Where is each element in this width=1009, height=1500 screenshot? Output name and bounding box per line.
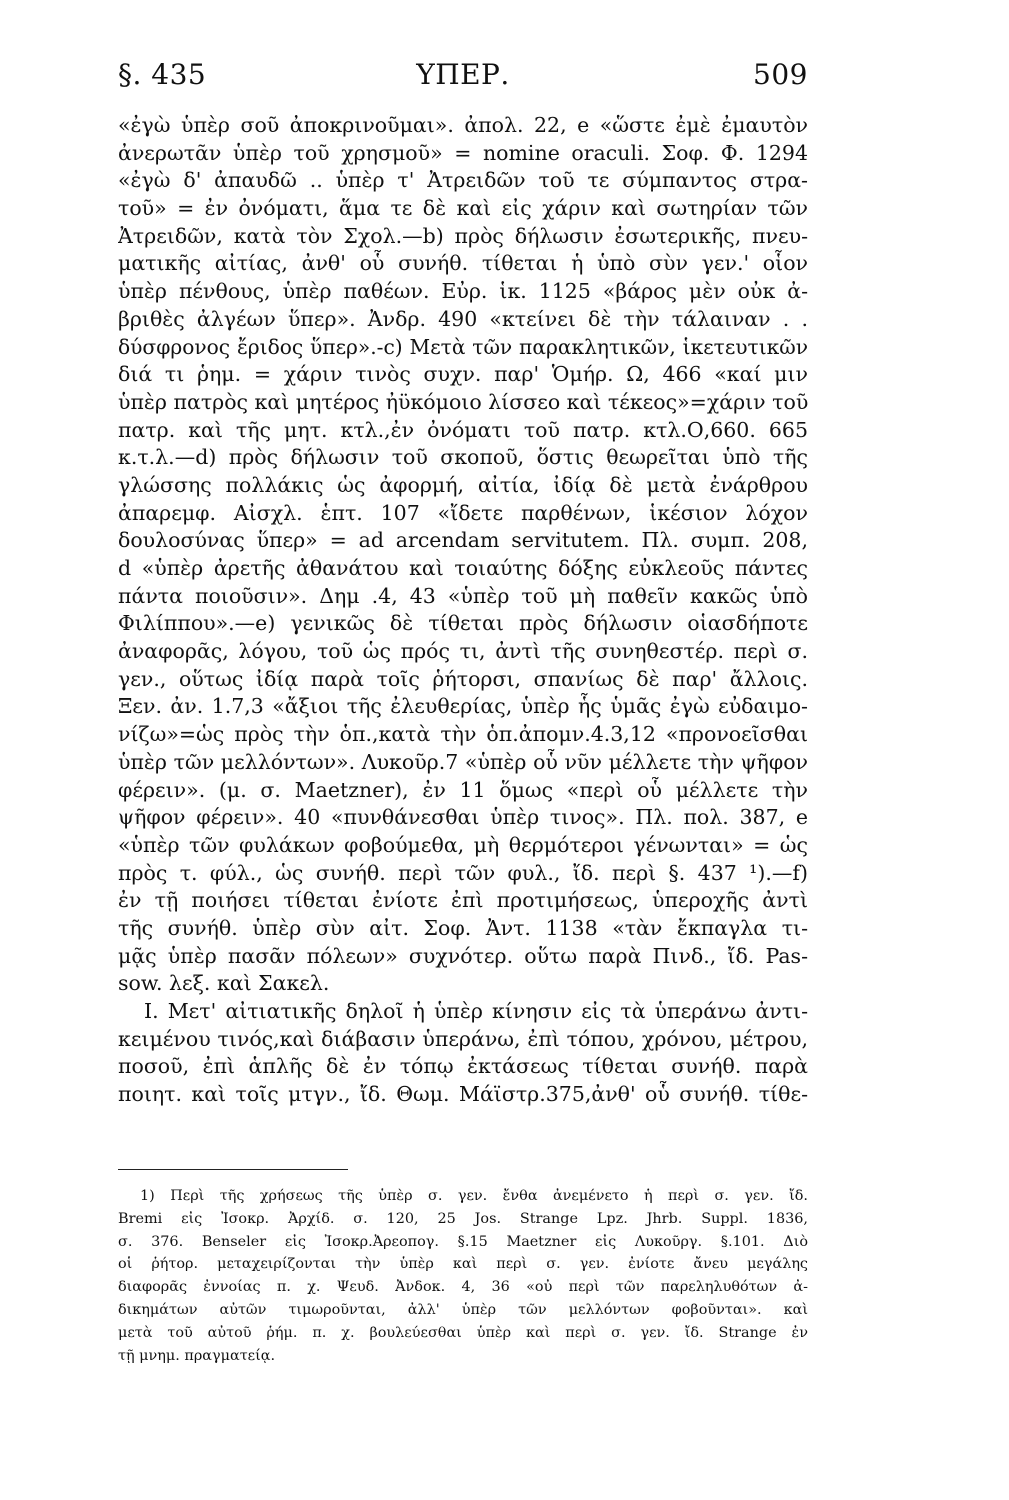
text-line: d «ὑπὲρ ἀρετῆς ἀθανάτου καὶ τοιαύτης δόξης εὐκλεοῦς πάντες [118, 556, 808, 580]
page-header [118, 58, 808, 98]
text-line: κειμένου τινός,καὶ διάβασιν ὑπεράνω, ἐπὶ τόπου, χρόνου, μέτρου, [118, 1026, 808, 1051]
text-line: γεν., οὕτως ἰδίᾳ παρὰ τοῖς ῥήτορσι, σπανίως δὲ παρ' ἄλλοις. [118, 666, 808, 691]
footnote-line: 1) Περὶ τῆς χρήσεως τῆς ὑπὲρ σ. γεν. ἔνθα ἀνεμένετο ἡ περὶ σ. γεν. ἴδ. [140, 1188, 808, 1204]
text-line: «ἐγὼ δ' ἀπαυδῶ .. ὑπὲρ τ' Ἀτρειδῶν τοῦ τε σύμπαντος στρα- [118, 168, 808, 193]
footnotes [118, 1185, 808, 1367]
footnote-line: δικημάτων αὐτῶν τιμωροῦνται, ἀλλ' ὑπὲρ τῶν μελλόντων φοβοῦνται». καὶ [118, 1301, 808, 1318]
text-line: φέρειν». (μ. σ. Maetzner), ἐν 11 ὅμως «περὶ οὗ μέλλετε τὴν [118, 777, 808, 802]
footnote-line: μετὰ τοῦ αὐτοῦ ῥήμ. π. χ. βουλεύεσθαι ὑπὲρ καὶ περὶ σ. γεν. ἴδ. Strange ἐν [118, 1324, 808, 1341]
text-line: ποιητ. καὶ τοῖς μτγν., ἴδ. Θωμ. Μάϊστρ.375,ἀνθ' οὗ συνήθ. τίθε- [118, 1082, 808, 1107]
text-line: «ὑπὲρ τῶν φυλάκων φοβούμεθα, μὴ θερμότεροι γένωνται» = ὡς [118, 832, 808, 857]
text-line: Ξεν. ἀν. 1.7,3 «ἄξιοι τῆς ἐλευθερίας, ὑπὲρ ἧς ὑμᾶς ἐγὼ εὐδαιμο- [118, 694, 808, 719]
text-line: «ἐγὼ ὑπὲρ σοῦ ἀποκρινοῦμαι». ἀπολ. 22, e «ὥστε ἐμὲ ἐμαυτὸν [118, 113, 808, 137]
text-line: sow. λεξ. καὶ Σακελ. [118, 971, 330, 996]
text-line: τῆς συνήθ. ὑπὲρ σὺν αἰτ. Σοφ. Ἀντ. 1138 «τὰν ἔκπαγλα τι- [118, 915, 808, 940]
text-line: Ἀτρειδῶν, κατὰ τὸν Σχολ.—b) πρὸς δήλωσιν ἐσωτερικῆς, πνευ- [118, 223, 808, 248]
footnote-line: οἱ ῥήτορ. μεταχειρίζονται τὴν ὑπὲρ καὶ περὶ σ. γεν. ἐνίοτε ἄνευ μεγάλης [118, 1256, 808, 1273]
text-line: νίζω»=ὡς πρὸς τὴν ὁπ.,κατὰ τὴν ὁπ.ἀπομν.4.3,12 «προνοεῖσθαι [118, 722, 808, 747]
text-line: πάντα ποιοῦσιν». Δημ .4, 43 «ὑπὲρ τοῦ μὴ παθεῖν κακῶς ὑπὸ [118, 583, 808, 608]
text-line: ματικῆς αἰτίας, ἀνθ' οὗ συνήθ. τίθεται ἡ ὑπὸ σὺν γεν.' οἷον [118, 251, 808, 276]
text-line: ὑπὲρ τῶν μελλόντων». Λυκοῦρ.7 «ὑπὲρ οὗ νῦν μέλλετε τὴν ψῆφον [118, 749, 808, 774]
text-line: I. Μετ' αἰτιατικῆς δηλοῖ ἡ ὑπὲρ κίνησιν εἰς τὰ ὑπεράνω ἀντι- [144, 999, 808, 1023]
text-line: γλώσσης πολλάκις ὡς ἀφορμή, αἰτία, ἰδίᾳ δὲ μετὰ ἐνάρθρου [118, 472, 808, 497]
text-line: Φιλίππου».—e) γενικῶς δὲ τίθεται πρὸς δήλωσιν οἱασδήποτε [118, 611, 808, 636]
text-line: ἐν τῇ ποιήσει τίθεται ἐνίοτε ἐπὶ προτιμήσεως, ὑπεροχῆς ἀντὶ [118, 888, 808, 913]
text-line: ὑπὲρ πατρὸς καὶ μητέρος ἠϋκόμοιο λίσσεο καὶ τέκεος»=χάριν τοῦ [118, 389, 808, 414]
text-line: ψῆφον φέρειν». 40 «πυνθάνεσθαι ὑπὲρ τινος». Πλ. πολ. 387, e [118, 805, 808, 830]
footnote-divider [118, 1169, 348, 1170]
text-line: ἀναφορᾶς, λόγου, τοῦ ὡς πρός τι, ἀντὶ τῆς συνηθεστέρ. περὶ σ. [118, 639, 808, 664]
page-number: 509 [753, 58, 808, 91]
text-line: πρὸς τ. φύλ., ὡς συνήθ. περὶ τῶν φυλ., ἴδ. περὶ §. 437 ¹).—f) [118, 860, 808, 885]
text-line: ἀπαρεμφ. Αἰσχλ. ἑπτ. 107 «ἴδετε παρθένων, ἱκέσιον λόχον [118, 500, 808, 525]
footnote-line: σ. 376. Benseler εἰς Ἰσοκρ.Ἀρεοπογ. §.15 Maetzner εἰς Λυκοῦργ. §.101. Διὸ [118, 1233, 808, 1250]
text-line: τοῦ» = ἐν ὀνόματι, ἅμα τε δὲ καὶ εἰς χάριν καὶ σωτηρίαν τῶν [118, 196, 808, 221]
text-line: δύσφρονος ἔριδος ὕπερ».-c) Μετὰ τῶν παρακλητικῶν, ἱκετευτικῶν [118, 334, 808, 359]
text-line: κ.τ.λ.—d) πρὸς δήλωσιν τοῦ σκοποῦ, ὅστις θεωρεῖται ὑπὸ τῆς [118, 445, 808, 470]
running-title: ΥΠΕΡ. [416, 58, 510, 91]
footnote-line: Bremi εἰς Ἰσοκρ. Ἀρχίδ. σ. 120, 25 Jos. Strange Lpz. Jhrb. Suppl. 1836, [118, 1210, 808, 1227]
section-number: §. 435 [118, 58, 207, 91]
text-line: ἀνερωτᾶν ὑπὲρ τοῦ χρησμοῦ» = nomine oraculi. Σοφ. Φ. 1294 [118, 140, 808, 165]
text-line: πατρ. καὶ τῆς μητ. κτλ.,ἐν ὀνόματι τοῦ πατρ. κτλ.Ο,660. 665 [118, 417, 808, 442]
text-line: δουλοσύνας ὕπερ» = ad arcendam servitutem. Πλ. συμπ. 208, [118, 528, 808, 553]
text-line: ὑπὲρ πένθους, ὑπὲρ παθέων. Εὐρ. ἱκ. 1125 «βάρος μὲν οὐκ ἀ- [118, 279, 808, 304]
text-line: μᾷς ὑπὲρ πασᾶν πόλεων» συχνότερ. οὕτω παρὰ Πινδ., ἴδ. Pas- [118, 943, 808, 968]
text-line: βριθὲς ἀλγέων ὕπερ». Ἀνδρ. 490 «κτείνει δὲ τὴν τάλαιναν . . [118, 306, 808, 331]
footnote-line: τῇ μνημ. πραγματείᾳ. [118, 1347, 276, 1364]
text-line: διά τι ῥημ. = χάριν τινὸς συχν. παρ' Ὁμήρ. Ω, 466 «καί μιν [118, 362, 808, 387]
footnote-line: διαφορᾶς ἐννοίας π. χ. Ψευδ. Ἀνδοκ. 4, 36 «οὐ περὶ τῶν παρεληλυθότων ἀ- [118, 1279, 808, 1296]
text-line: ποσοῦ, ἐπὶ ἁπλῆς δὲ ἐν τόπῳ ἐκτάσεως τίθεται συνήθ. παρὰ [118, 1054, 808, 1079]
main-text [118, 112, 808, 1109]
